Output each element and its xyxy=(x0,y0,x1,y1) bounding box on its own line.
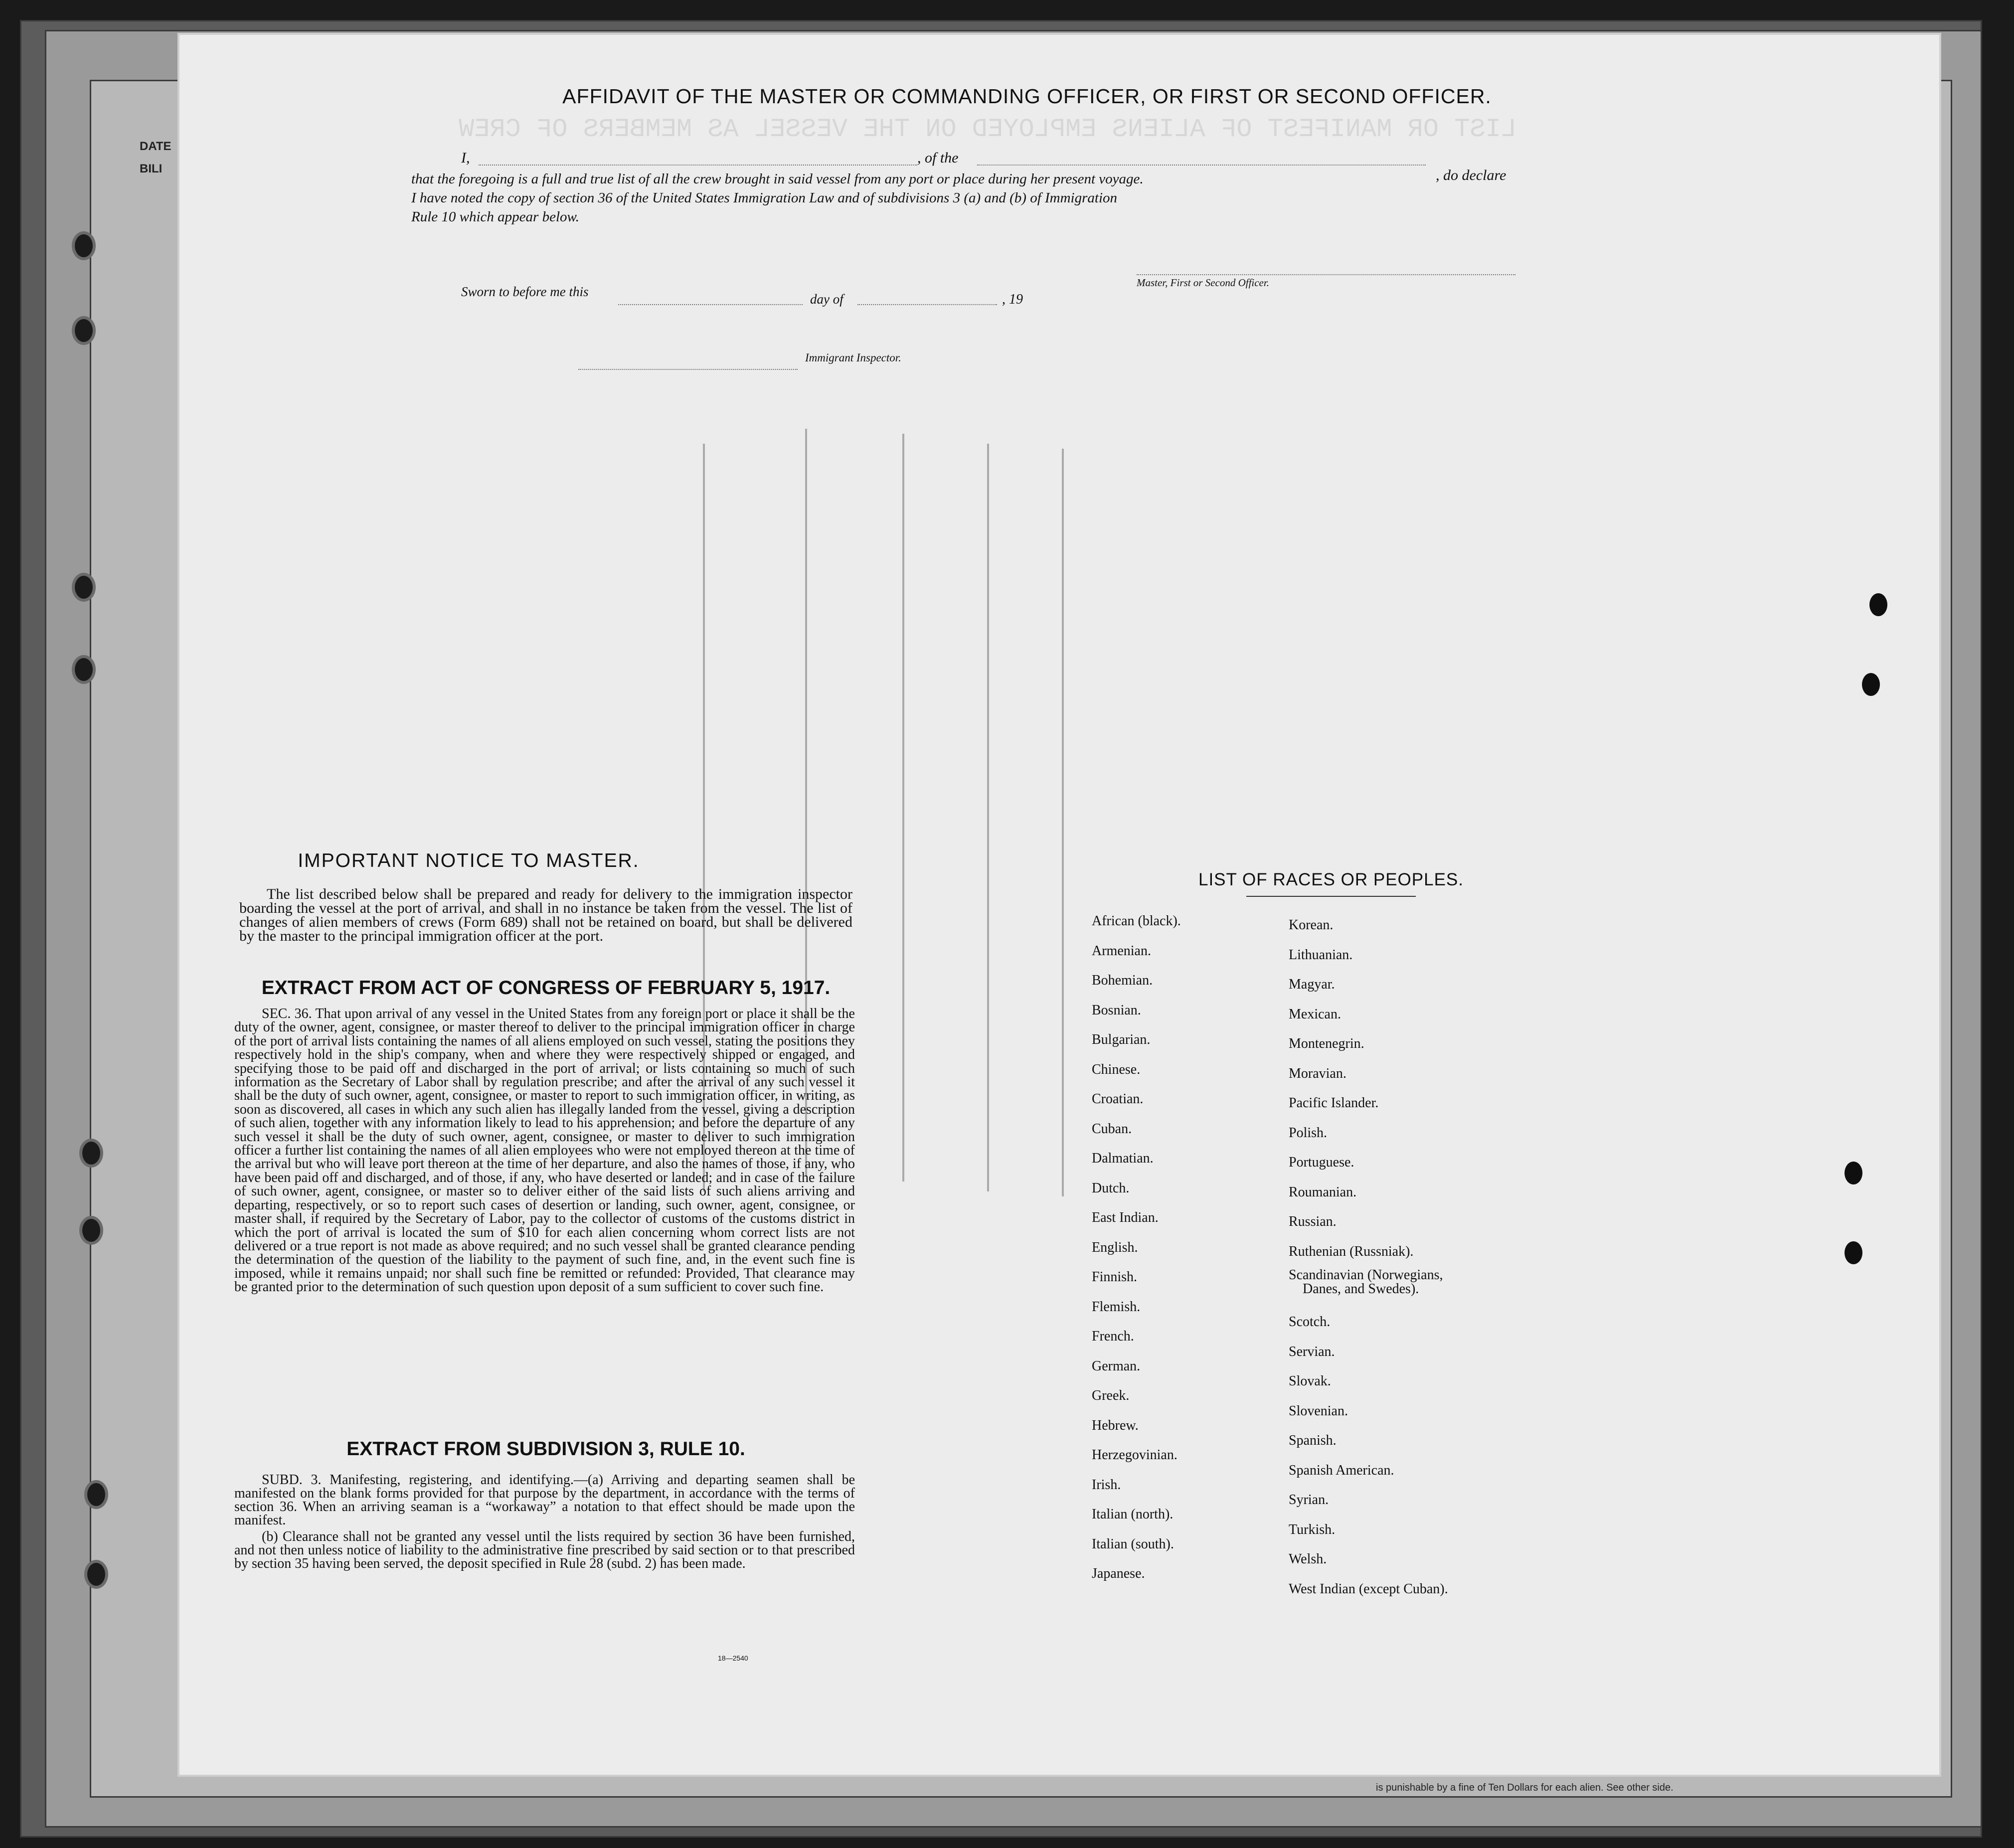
race-item: Portuguese. xyxy=(1289,1155,1354,1170)
races-right-column xyxy=(1289,910,1448,1604)
race-item: Hebrew. xyxy=(1092,1417,1139,1433)
races-title-rule xyxy=(1246,896,1416,897)
races-title: LIST OF RACES OR PEOPLES. xyxy=(1198,870,1464,889)
race-item: Chinese. xyxy=(1092,1061,1141,1077)
inspector-signature-blank[interactable] xyxy=(578,369,798,370)
race-item: Armenian. xyxy=(1092,943,1151,959)
binding-hole xyxy=(75,234,93,257)
inspector-label: Immigrant Inspector. xyxy=(805,351,901,364)
binding-hole xyxy=(1869,593,1887,616)
affidavit-of-the: , of the xyxy=(917,150,959,166)
rule-10-text xyxy=(234,1473,855,1573)
race-item: Welsh. xyxy=(1289,1551,1327,1567)
race-item: Servian. xyxy=(1289,1344,1335,1359)
race-item: Bulgarian. xyxy=(1092,1032,1151,1047)
race-item: Japanese. xyxy=(1092,1566,1145,1581)
sworn-text: Sworn to before me this xyxy=(461,284,589,299)
section-36-text: SEC. 36. That upon arrival of any vessel in the United States from any foreign port or place it shall be the duty of the owner, agent, consignee, or master thereof to deliver to the principal immigration officer in charge of the port of arrival lists containing the names of all aliens employed on such vessel, stating the positions they respectively hold in the ship's company, when and where they were respectively shipped or engaged, and specifying those to be paid off and discharged in the port of arrival; or lists containing so much of such information as the Secretary of Labor shall by regulation prescribe; and after the arrival of any such vessel it shall be the duty of such owner, agent, consignee, or master to report to such immigration officer, in writing, as soon as discovered, all cases in which any such alien has illegally landed from the vessel, giving a description of such alien, together with any information likely to lead to his apprehension; and before the departure of any such vessel it shall be the duty of such owner, agent, consignee, or master to deliver to such immigration officer a further list containing the names of all alien employees who were not employed thereon at the time of the arrival but who will leave port thereon at the time of her departure, and also the names of those, if any, who have been paid off and discharged, and of those, if any, who have deserted or landed; and in case of the failure of such owner, agent, consignee, or master so to deliver either of the said lists of such aliens arriving and departing, respectively, or so to report such cases of desertion or landing, such owner, agent, consignee, or master shall, if required by the Secretary of Labor, pay to the collector of customs of the customs district in which the port of arrival is located the sum of $10 for each alien concerning whom correct lists are not delivered or a true report is not made as above required; and no such vessel shall be granted clearance pending the determination of the question of the liability to the payment of such fine, and, in the event such fine is imposed, while it remains unpaid; nor shall such fine be remitted or refunded: Provided, That clearance may be granted prior to the determination of such question upon deposit of a sum sufficient to cover such fine. xyxy=(234,1006,855,1295)
affidavit-i: I, xyxy=(461,150,470,166)
year-prefix: , 19 xyxy=(1002,292,1023,307)
vessel-name-blank[interactable] xyxy=(977,165,1426,166)
day-of-text: day of xyxy=(810,292,843,307)
affidavit-title: AFFIDAVIT OF THE MASTER OR COMMANDING OFFICER, OR FIRST OR SECOND OFFICER. xyxy=(562,85,1492,108)
binding-hole xyxy=(87,1563,105,1586)
form-number: 18—2540 xyxy=(718,1654,748,1662)
race-item: Bosnian. xyxy=(1092,1002,1141,1018)
rule-10-para-b: (b) Clearance shall not be granted any vessel until the lists required by section 36 have been furnished, and not then unless notice of liability to the administrative fine prescribed by said section or to that prescribed by section 35 having been served, the deposit specified in Rule 28 (subd. 2) has been made. xyxy=(234,1529,855,1571)
signature-blank[interactable] xyxy=(1137,274,1515,275)
binding-hole xyxy=(75,658,93,681)
binding-hole xyxy=(75,319,93,342)
race-item: Lithuanian. xyxy=(1289,947,1353,963)
side-stub-date: DATE xyxy=(140,140,171,153)
race-item: Cuban. xyxy=(1092,1121,1132,1137)
race-item: German. xyxy=(1092,1358,1141,1374)
affidavit-line-1: that the foregoing is a full and true list of all the crew brought in said vessel from any port or place during her present voyage. xyxy=(411,171,1144,187)
race-item: Finnish. xyxy=(1092,1269,1138,1285)
affidavit-do-declare: , do declare xyxy=(1436,167,1507,183)
race-item: West Indian (except Cuban). xyxy=(1289,1581,1448,1597)
binding-hole xyxy=(87,1483,105,1506)
race-item: Dutch. xyxy=(1092,1180,1130,1196)
race-item: Flemish. xyxy=(1092,1299,1141,1315)
declarant-name-blank[interactable] xyxy=(479,165,917,166)
notice-title: IMPORTANT NOTICE TO MASTER. xyxy=(298,850,640,871)
race-item: Korean. xyxy=(1289,917,1334,933)
race-item: Dalmatian. xyxy=(1092,1151,1154,1166)
race-item: Polish. xyxy=(1289,1125,1328,1141)
race-item: Ruthenian (Russniak). xyxy=(1289,1243,1414,1259)
bleed-through-heading: LIST OR MANIFEST OF ALIENS EMPLOYED ON THE VESSEL AS MEMBERS OF CREW xyxy=(459,115,1516,144)
race-item: Roumanian. xyxy=(1289,1184,1357,1200)
race-item-scandinavian xyxy=(1289,1266,1448,1307)
race-item: Russian. xyxy=(1289,1214,1337,1229)
race-item: Italian (north). xyxy=(1092,1507,1174,1522)
rule-10-para-a: SUBD. 3. Manifesting, registering, and identifying.—(a) Arriving and departing seamen shall be manifested on the blank forms provided for that purpose by the department, in accordance with the terms of section 36. When an arriving seaman is a “workaway” a notation to that effect should be made upon the manifest. xyxy=(234,1472,855,1528)
race-item-line: Scandinavian (Norwegians, xyxy=(1289,1267,1443,1283)
race-item: Italian (south). xyxy=(1092,1536,1174,1552)
binding-hole xyxy=(75,576,93,599)
race-item: Spanish. xyxy=(1289,1433,1337,1448)
race-item: Montenegrin. xyxy=(1289,1036,1364,1051)
affidavit-line-3: Rule 10 which appear below. xyxy=(411,209,579,225)
race-item: Bohemian. xyxy=(1092,973,1153,988)
affidavit-body xyxy=(411,169,1558,226)
race-item-line: Danes, and Swedes). xyxy=(1303,1281,1419,1297)
races-left-column xyxy=(1092,906,1181,1589)
binding-hole xyxy=(1845,1162,1862,1184)
affidavit-line-2: I have noted the copy of section 36 of the United States Immigration Law and of subdivisions 3 (a) and (b) of Immigration xyxy=(411,190,1118,206)
under-sheet-note: is punishable by a fine of Ten Dollars for each alien. See other side. xyxy=(1376,1782,1674,1793)
extract-rule-title: EXTRACT FROM SUBDIVISION 3, RULE 10. xyxy=(346,1438,745,1460)
race-item: Turkish. xyxy=(1289,1521,1336,1537)
race-item: Magyar. xyxy=(1289,977,1335,992)
race-item: African (black). xyxy=(1092,913,1181,929)
race-item: Greek. xyxy=(1092,1388,1130,1403)
binding-hole xyxy=(82,1219,100,1242)
ruled-column-line xyxy=(1062,449,1064,1196)
race-item: Syrian. xyxy=(1289,1492,1329,1508)
day-blank[interactable] xyxy=(618,304,803,305)
race-item: Spanish American. xyxy=(1289,1462,1394,1478)
race-item: Slovenian. xyxy=(1289,1403,1348,1419)
race-item: Slovak. xyxy=(1289,1373,1331,1389)
race-item: Croatian. xyxy=(1092,1091,1144,1107)
race-item: Herzegovinian. xyxy=(1092,1447,1177,1463)
signature-label: Master, First or Second Officer. xyxy=(1137,277,1269,289)
race-item: East Indian. xyxy=(1092,1210,1159,1225)
notice-text: The list described below shall be prepared and ready for delivery to the immigration inspector boarding the vessel at the port of arrival, and shall in no instance be taken from the vessel. The list of changes of alien members of crews (Form 689) shall not be retained on board, but shall be delivered by the master to the principal immigration officer at the port. xyxy=(239,886,852,944)
race-item: Moravian. xyxy=(1289,1065,1346,1081)
extract-act-title: EXTRACT FROM ACT OF CONGRESS OF FEBRUARY 5, 1917. xyxy=(261,977,831,999)
race-item: French. xyxy=(1092,1329,1134,1344)
binding-hole xyxy=(1862,673,1880,696)
race-item: Scotch. xyxy=(1289,1314,1331,1330)
binding-hole xyxy=(82,1142,100,1165)
ruled-column-line xyxy=(987,444,989,1191)
race-item: English. xyxy=(1092,1239,1138,1255)
binding-hole xyxy=(1845,1241,1862,1264)
race-item: Pacific Islander. xyxy=(1289,1095,1379,1111)
race-item: Mexican. xyxy=(1289,1006,1341,1022)
month-blank[interactable] xyxy=(857,304,997,305)
race-item: Irish. xyxy=(1092,1477,1121,1493)
ruled-column-line xyxy=(902,434,904,1181)
side-stub-bill: BILI xyxy=(140,162,163,175)
